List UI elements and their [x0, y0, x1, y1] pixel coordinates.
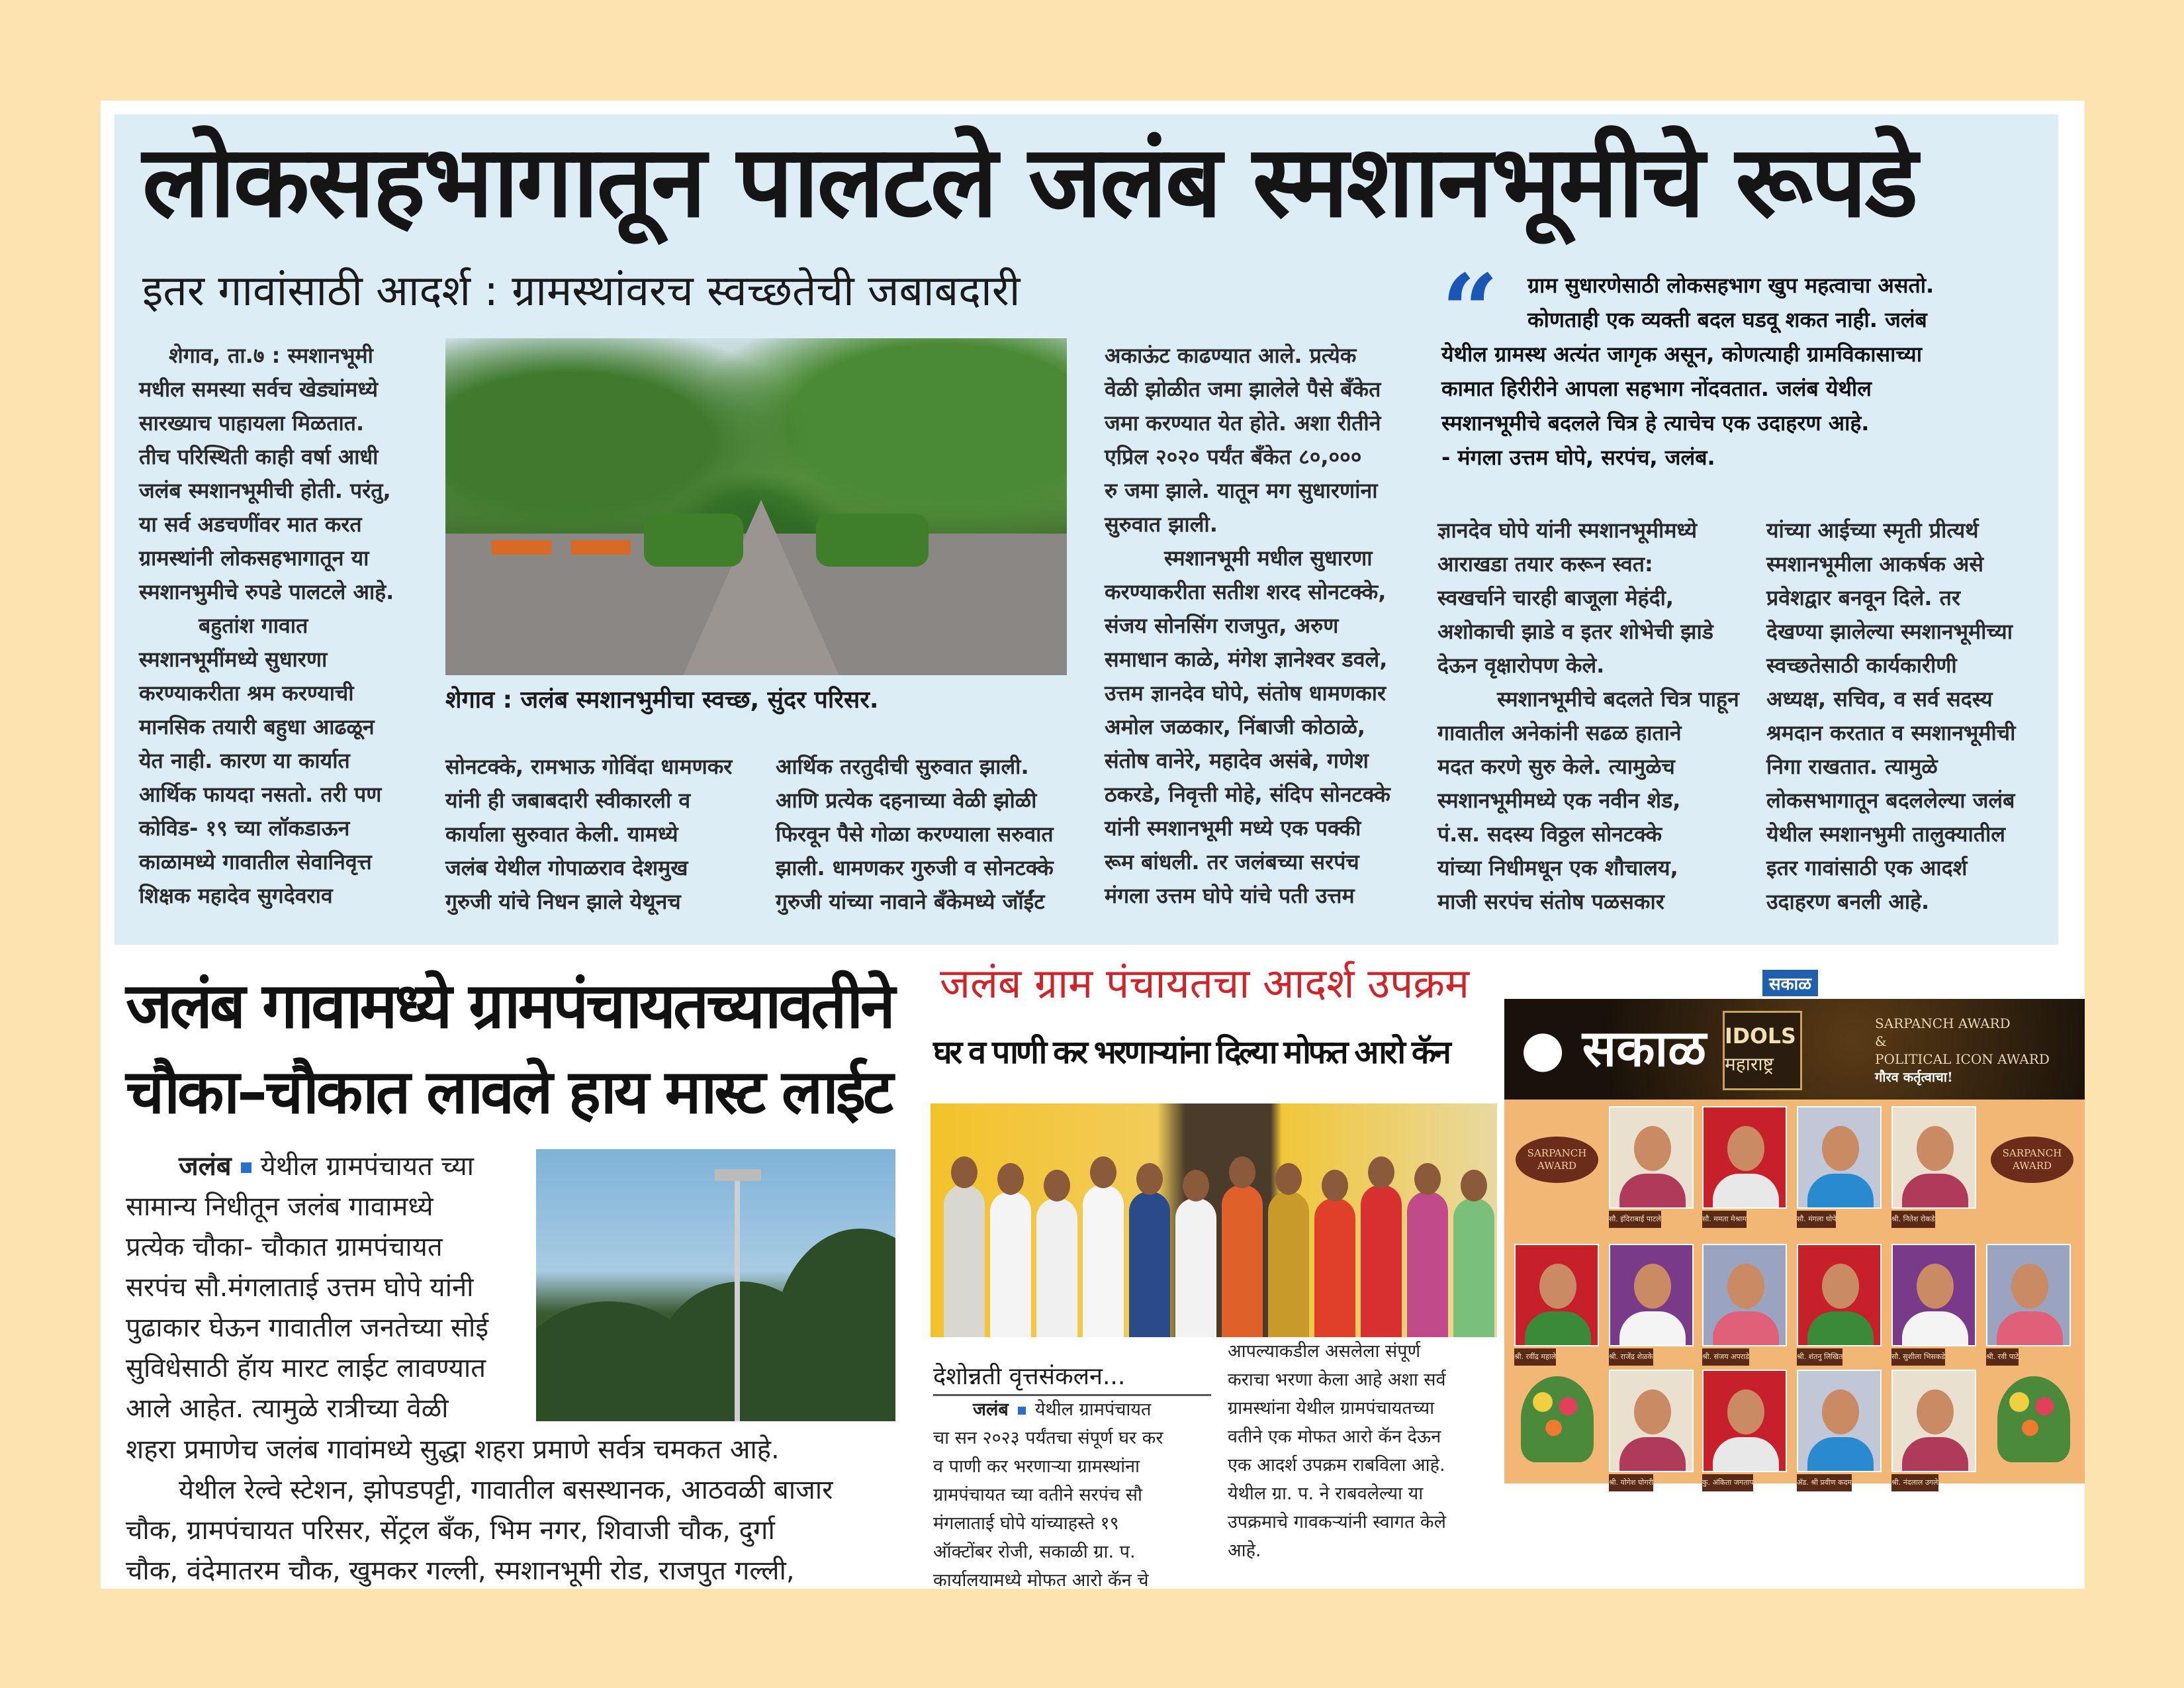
column-line: उत्तम ज्ञानदेव घोपे, संतोष धामणकार	[1105, 680, 1387, 706]
column-line: करण्याकरीता श्रम करण्याची	[139, 680, 354, 706]
column-line: देऊन वृक्षारोपण केले.	[1437, 653, 1605, 678]
column-line: आणि प्रत्येक दहनाच्या वेळी झोळी	[776, 788, 1037, 813]
column-line: सुरुवात झाली.	[1105, 512, 1218, 537]
lights-article-headline	[126, 963, 893, 1135]
sakal-idols-banner	[1504, 999, 2085, 1487]
column-line: स्मशानभूमीला आकर्षक असे	[1766, 551, 1984, 577]
column-line: सामान्य निधीतून जलंब गावामध्ये	[126, 1192, 433, 1222]
body-line: येथील ग्रामपंचायत	[1034, 1399, 1152, 1420]
column-line: स्मशानभूमी मधील सुधारणा	[1164, 545, 1373, 571]
awardee-photo	[1609, 1370, 1694, 1472]
column-line: स्मशानभुमीचे रुपडे पालटले आहे.	[139, 579, 394, 604]
column-line: यांनी ही जबाबदारी स्वीकारली व	[445, 788, 691, 813]
article-column-3	[776, 750, 1054, 919]
column-line: आले आहेत. त्यामुळे रात्रीच्या वेळी	[126, 1393, 449, 1424]
awardee-name: श्री. संजय अपराडे	[1702, 1348, 1749, 1366]
photo-caption: शेगाव : जलंब स्मशानभुमीचा स्वच्छ, सुंदर परिसर.	[445, 686, 879, 714]
awardee-portrait	[1702, 1106, 1787, 1229]
column-line: रु जमा झाले. यातून मग सुधारणांना	[1105, 478, 1378, 503]
column-line: स्मशानभूमीमध्ये एक नवीन शेड,	[1437, 788, 1681, 813]
flower-bouquet-icon	[1997, 1376, 2070, 1462]
awardee-portrait	[1609, 1244, 1694, 1366]
column-line: वेळी झोळीत जमा झालेले पैसे बँकेत	[1105, 377, 1381, 402]
column-line: सरपंच सौ.मंगलाताई उत्तम घोपे यांनी	[126, 1272, 474, 1303]
awardee-portrait	[1609, 1106, 1694, 1229]
column-line: आर्थिक फायदा नसतो. तरी पण	[139, 782, 382, 807]
column-line: आहे.	[1228, 1540, 1261, 1561]
column-line	[139, 339, 373, 373]
column-line: ग्रामस्थांनी लोकसहभागातून या	[139, 545, 369, 571]
awardee-photo	[1514, 1244, 1599, 1346]
column-line: श्रमदान करतात व स्मशानभूमीची	[1766, 720, 2016, 745]
flower-bouquet-icon	[1521, 1376, 1594, 1462]
column-line: गुरुजी यांच्या नावाने बँकेमध्ये जॉईंट	[776, 889, 1045, 914]
column-line: तीच परिस्थिती काही वर्षा आधी	[139, 444, 379, 469]
column-line: व पाणी कर भरणाऱ्या ग्रामस्थांना	[933, 1456, 1140, 1477]
article-column-1	[139, 339, 394, 913]
column-line: ग्रामस्थांना येथील ग्रामपंचायतच्या	[1228, 1398, 1435, 1419]
column-line: स्मशानभूमीचे बदलते चित्र पाहून	[1497, 686, 1739, 712]
column-line: गावातील अनेकांनी सढळ हाताने	[1437, 720, 1682, 745]
column-line: अशोकाची झाडे व इतर शोभेची झाडे	[1437, 619, 1713, 644]
cremation-garden-photo	[445, 338, 1067, 675]
column-line: जमा करण्यात येत होते. अशा रीतीने	[1105, 410, 1381, 436]
column-line: कोणताही एक व्यक्ती बदल घडवू शकत नाही. जलंब	[1527, 307, 1927, 332]
awardee-name: सौ. ममता मेश्राम	[1702, 1211, 1747, 1228]
award-tagline: गौरव कर्तृत्वाचा!	[1875, 1069, 1953, 1085]
awardee-name: श्री. राजेंद्र शेळके	[1609, 1348, 1653, 1366]
column-line: आराखडा तयार करून स्वत:	[1437, 551, 1653, 577]
column-line: काळामध्ये गावातील सेवानिवृत्त	[139, 849, 372, 874]
sakal-logo: ● सकाळ	[1521, 1019, 1706, 1078]
sarpanch-award-badge: SARPANCH AWARD	[1516, 1137, 1598, 1183]
column-line: गुरुजी यांचे निधन झाले येथूनच	[445, 889, 681, 914]
article-headline: लोकसहभागातून पालटले जलंब स्मशानभूमीचे रूपडे	[142, 124, 1917, 240]
column-line: एक आदर्श उपक्रम राबविला आहे.	[1228, 1455, 1445, 1476]
column-line: येथील स्मशानभुमी तालुक्यातील	[1766, 821, 2006, 847]
column-line: एप्रिल २०२० पर्यंत बँकेत ८०,०००	[1105, 444, 1362, 469]
awardee-portrait	[1797, 1106, 1882, 1229]
awardee-photo	[1702, 1370, 1787, 1472]
column-line: समाधान काळे, मंगेश ज्ञानेश्वर डवले,	[1105, 647, 1388, 672]
column-line: या सर्व अडचणींवर मात करत	[139, 512, 362, 537]
award-line: &	[1875, 1033, 1887, 1049]
awardee-name: श्री. नंदलाल उगले	[1891, 1474, 1938, 1491]
awardee-portrait	[1986, 1244, 2071, 1366]
awardee-photo	[1609, 1106, 1694, 1209]
awardee-name: सौ. मंगला घोपे	[1797, 1211, 1836, 1228]
column-line: मानसिक तयारी बहुधा आढळून	[139, 714, 375, 739]
awardee-portrait	[1797, 1370, 1882, 1492]
column-line: पुढाकार घेऊन गावातील जनतेच्या सोई	[126, 1313, 489, 1343]
awardee-photo	[1797, 1244, 1882, 1346]
column-line: कराचा भरणा केला आहे अशा सर्व	[1228, 1370, 1446, 1390]
column-line: इतर गावांसाठी एक आदर्श	[1766, 855, 1968, 880]
column-line: चौक, ग्रामपंचायत परिसर, सेंट्रल बँक, भिम नगर, शिवाजी चौक, दुर्गा	[126, 1515, 775, 1546]
column-line: आपल्याकडील असलेला संपूर्ण	[1228, 1341, 1421, 1362]
column-line: निगा राखतात. त्यामुळे	[1766, 754, 1938, 779]
column-line: ऑक्टोंबर रोजी, सकाळी ग्रा. प.	[933, 1542, 1136, 1562]
awardee-name: श्री. रवी पाटे	[1986, 1348, 2019, 1366]
column-line: स्वच्छतेसाठी कार्यकारीणी	[1766, 653, 1957, 678]
column-line: कार्यालयामध्ये मोफत आरो कॅन चे	[933, 1570, 1149, 1591]
dateline: शेगाव, ता.७ :	[169, 343, 281, 368]
awardee-photo	[1797, 1106, 1882, 1209]
awardee-portrait	[1891, 1370, 1976, 1492]
column-line: जलंब येथील गोपाळराव देशमुख	[445, 855, 688, 880]
column-line: स्मशानभूमींमध्ये सुधारणा	[139, 647, 328, 672]
sakal-small-logo: सकाळ	[1762, 970, 1818, 996]
ro-article-kicker: जलंब ग्राम पंचायतचा आदर्श उपक्रम	[940, 959, 1470, 1008]
dateline: जलंब	[179, 1151, 232, 1182]
awardee-name: सौ. सुशीला भिसकडे	[1891, 1348, 1945, 1366]
award-title	[1875, 1015, 2080, 1086]
column-line: स्वखर्चाने चारही बाजूला मेहंदी,	[1437, 585, 1674, 610]
column-line: रूम बांधली. तर जलंबच्या सरपंच	[1105, 849, 1359, 874]
ro-can-distribution-photo	[931, 1103, 1497, 1337]
awardee-photo	[1797, 1370, 1882, 1472]
column-line: करण्याकरीता सतीश शरद सोनटक्के,	[1105, 579, 1387, 604]
awardee-photo	[1891, 1106, 1976, 1209]
awardee-name: कु. अंकिता जगताप	[1702, 1474, 1753, 1491]
column-line: सुविधेसाठी हॅाय मारट लाईट लावण्यात	[126, 1353, 486, 1383]
quote-mark-icon: “	[1441, 253, 1499, 369]
bullet-square-icon	[241, 1162, 251, 1173]
column-line: मधील समस्या सर्वच खेड्यांमध्ये	[139, 377, 379, 402]
column-line: माजी सरपंच संतोष पळसकार	[1437, 889, 1664, 914]
pull-quote	[1441, 253, 1934, 475]
award-line: POLITICAL ICON AWARD	[1875, 1051, 2050, 1067]
column-line: यांच्या निधीमधून एक शौचालय,	[1437, 855, 1678, 880]
ro-article-headline: घर व पाणी कर भरणाऱ्यांना दिल्या मोफत आरो कॅन	[933, 1034, 1449, 1071]
awardee-portrait	[1514, 1244, 1599, 1366]
awardee-name: श्री. नितेश रोकडे	[1891, 1211, 1935, 1228]
awardee-portrait	[1891, 1106, 1976, 1229]
column-line: मदत करणे सुरु केले. त्यामुळेच	[1437, 754, 1675, 779]
column-line: प्रत्येक चौका- चौकात ग्रामपंचायत	[126, 1232, 443, 1262]
idols-text: IDOLS	[1725, 1025, 1796, 1049]
byline-text: देशोन्नती वृत्तसंकलन...	[933, 1363, 1126, 1390]
awardee-photo	[1609, 1244, 1694, 1346]
column-line: शिक्षक महादेव सुगदेवराव	[139, 883, 333, 908]
awardee-photo	[1891, 1244, 1976, 1346]
awardee-portrait	[1702, 1244, 1787, 1366]
ro-article-left-column	[933, 1395, 1163, 1595]
column-line: सोनटक्के, रामभाऊ गोविंदा धामणकर	[445, 754, 733, 779]
high-mast-light-photo	[536, 1149, 895, 1421]
awardee-photo	[1986, 1244, 2071, 1346]
column-line: ठकरडे, निवृत्ती मोहे, संदिप सोनटक्के	[1105, 782, 1390, 807]
column-line: वतीने एक मोफत आरो कॅन देऊन	[1228, 1427, 1441, 1447]
awardee-portrait	[1797, 1244, 1882, 1366]
column-line: यांनी स्मशानभूमी मध्ये एक पक्की	[1105, 816, 1361, 841]
dateline: जलंब	[973, 1399, 1009, 1420]
awardee-name: ॲड. श्री प्रवीण कदम	[1797, 1474, 1852, 1491]
column-line: मंगला उत्तम घोपे यांचे पती उत्तम	[1105, 883, 1355, 908]
awardee-portrait	[1891, 1244, 1976, 1366]
column-line: ग्राम सुधारणेसाठी लोकसहभाग खुप महत्वाचा असतो.	[1527, 273, 1934, 298]
article-column-4	[1105, 339, 1390, 913]
column-line: उपक्रमाचे गावकऱ्यांनी स्वागत केले	[1228, 1512, 1446, 1532]
maharashtra-text: महाराष्ट्र	[1725, 1053, 1774, 1075]
column-line: अध्यक्ष, सचिव, व सर्व सदस्य	[1766, 686, 1993, 712]
article-subheadline: इतर गावांसाठी आदर्श : ग्रामस्थांवरच स्वच्छतेची जबाबदारी	[142, 267, 1021, 316]
column-line: फिरवून पैसे गोळा करण्याला सरुवात	[776, 821, 1054, 847]
column-line: चा सन २०२३ पर्यंतचा संपूर्ण घर कर	[933, 1428, 1163, 1448]
column-line: बहुतांश गावात	[199, 613, 308, 638]
column-line: लोकसभागातून बदललेल्या जलंब	[1766, 788, 2015, 813]
column-line: कोविड- १९ च्या लॉकडाऊन	[139, 816, 350, 841]
column-line: शहरा प्रमाणेच जलंब गावांमध्ये सुद्धा शहरा प्रमाणे सर्वत्र चमकत आहे.	[126, 1434, 780, 1465]
column-line: आर्थिक तरतुदीची सुरुवात झाली.	[776, 754, 1029, 779]
headline-line: चौका–चौकात लावले हाय मास्ट लाईट	[126, 1056, 891, 1127]
article-column-2	[445, 750, 732, 919]
column-line: देखण्या झालेल्या स्मशानभूमीच्या	[1766, 619, 2013, 644]
column-line: येथील रेल्वे स्टेशन, झोपडपट्टी, गावातील बसस्थानक, आठवळी बाजार	[179, 1475, 833, 1505]
column-line: चौक, वंदेमातरम चौक, खुमकर गल्ली, स्मशानभूमी रोड, राजपुत गल्ली,	[126, 1556, 795, 1586]
column-line: येथील ग्रामस्थ अत्यंत जागृक असून, कोणत्याही ग्रामविकासाच्या	[1441, 342, 1922, 367]
awardee-name: श्री. रवींद्र महाले	[1514, 1348, 1556, 1366]
sarpanch-award-badge: SARPANCH AWARD	[1991, 1137, 2073, 1183]
column-line: संजय सोनसिंग राजपुत, अरुण	[1105, 613, 1339, 638]
column-line: येत नाही. कारण या कार्यात	[139, 748, 350, 773]
awardee-photo	[1891, 1370, 1976, 1472]
article-column-5	[1437, 514, 1739, 919]
lights-article-body-full	[126, 1430, 833, 1591]
column-line: यांच्या आईच्या स्मृती प्रीत्यर्थ	[1766, 518, 1979, 543]
column-line: उदाहरण बनली आहे.	[1766, 889, 1930, 914]
awardee-name: श्री. योगेश घोगरी	[1609, 1474, 1653, 1491]
column-line: कामात हिरीरीने आपला सहभाग नोंदवतात. जलंब येथील	[1441, 376, 1872, 401]
bullet-square-icon	[1018, 1407, 1026, 1415]
column-line: अकाऊंट काढण्यात आले. प्रत्येक	[1105, 343, 1357, 368]
column-line: स्मशानभूमीचे बदलले चित्र हे त्याचेच एक उदाहरण आहे.	[1441, 410, 1870, 436]
awardee-name: श्री. शंतनु लिखित	[1797, 1348, 1843, 1366]
column-line: ज्ञानदेव घोपे यांनी स्मशानभूमीमध्ये	[1437, 518, 1698, 543]
column-line: पं.स. सदस्य विठ्ठल सोनटक्के	[1437, 821, 1662, 847]
awardee-photo	[1702, 1244, 1787, 1346]
column-line: सारख्याच पाहायला मिळतात.	[139, 410, 365, 436]
headline-line: जलंब गावामध्ये ग्रामपंचायतच्यावतीने	[126, 970, 893, 1043]
column-line: येथील ग्रा. प. ने राबवलेल्या या	[1228, 1483, 1424, 1504]
column-line: मंगलाताई घोपे यांच्याहस्ते १९	[933, 1513, 1119, 1534]
lights-article-body	[179, 1147, 474, 1187]
body-line: येथील ग्रामपंचायत च्या	[260, 1151, 475, 1182]
award-line: SARPANCH AWARD	[1875, 1015, 2011, 1031]
column-line: कार्याला सुरुवात केली. यामध्ये	[445, 821, 678, 847]
quote-attribution: - मंगला उत्तम घोपे, सरपंच, जलंब.	[1441, 445, 1715, 470]
awardee-portrait	[1609, 1370, 1694, 1492]
ro-article-right-column	[1228, 1337, 1446, 1565]
awardee-portrait	[1702, 1370, 1787, 1492]
idols-maharashtra-logo	[1723, 1011, 1802, 1090]
column-line: जलंब स्मशानभूमीची होती. परंतु,	[139, 478, 391, 503]
article-column-6	[1766, 514, 2015, 919]
column-line: ग्रामपंचायत च्या वतीने सरपंच सौ	[933, 1485, 1142, 1505]
byline	[933, 1362, 1211, 1396]
column-line-text: स्मशानभूमी	[287, 343, 373, 368]
column-line: झाली. धामणकर गुरुजी व सोनटक्के	[776, 855, 1054, 880]
logo-text: सकाळ	[1582, 1019, 1706, 1078]
column-line: संतोष वानेरे, महादेव असंबे, गणेश	[1105, 748, 1369, 773]
banner-header	[1504, 999, 2085, 1100]
column-line: प्रवेशद्वार बनवून दिले. तर	[1766, 585, 1961, 610]
lights-article-body-cont	[126, 1187, 488, 1429]
column-line: अमोल जळकार, निंबाजी कोठाळे,	[1105, 714, 1366, 739]
awardee-name: सौ. इंदिराबाई पाटले	[1609, 1211, 1661, 1228]
awardee-photo	[1702, 1106, 1787, 1209]
